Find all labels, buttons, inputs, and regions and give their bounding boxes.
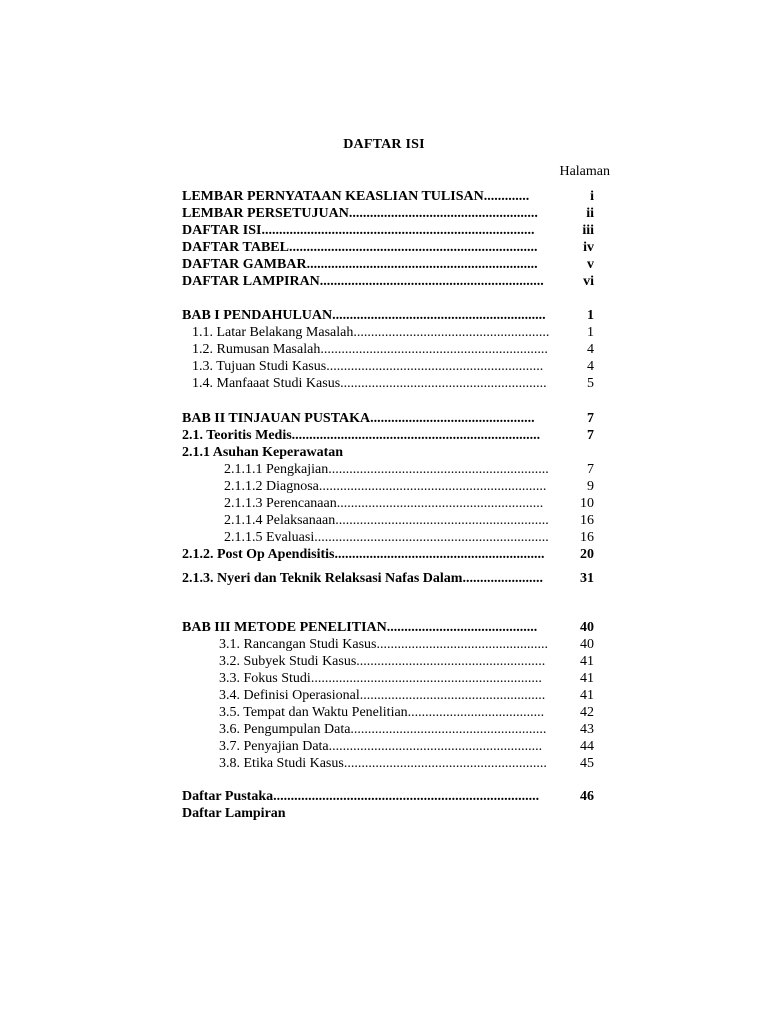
toc-entry-label: 3.8. Etika Studi Kasus	[219, 756, 344, 771]
toc-entry	[224, 512, 594, 529]
toc-entry	[182, 805, 286, 822]
toc-entry	[219, 704, 594, 721]
page-title: DAFTAR ISI	[343, 137, 425, 152]
toc-entry-leader: .......................................	[407, 705, 545, 720]
page-column-header: Halaman	[559, 164, 610, 179]
toc-entry	[182, 205, 594, 222]
toc-entry-label: BAB II TINJAUAN PUSTAKA	[182, 411, 371, 426]
toc-entry-leader: .......................	[462, 571, 543, 586]
toc-entry-label: 2.1.2. Post Op Apendisitis	[182, 547, 335, 562]
toc-entry	[219, 636, 594, 653]
toc-entry-leader: ......................................................	[348, 206, 538, 221]
toc-entry	[182, 273, 594, 290]
toc-entry-label: 2.1.1.1 Pengkajian	[224, 462, 329, 477]
toc-entry-page: 41	[580, 654, 594, 669]
toc-entry-label: 2.1.1.5 Evaluasi.	[224, 530, 318, 545]
toc-entry-page: 1	[587, 308, 594, 323]
toc-entry-label: BAB III METODE PENELITIAN	[182, 620, 387, 635]
toc-entry-label: BAB I PENDAHULUAN	[182, 308, 333, 323]
toc-entry	[224, 495, 594, 512]
toc-entry-leader: ...............................................................	[328, 462, 549, 477]
toc-entry-leader: .............................................................	[332, 308, 546, 323]
toc-entry-leader: ................................................................	[319, 274, 544, 289]
toc-entry	[182, 444, 343, 461]
toc-entry	[182, 239, 594, 256]
toc-entry-label: LEMBAR PERNYATAAN KEASLIAN TULISAN	[182, 189, 484, 204]
toc-entry-label: DAFTAR LAMPIRAN	[182, 274, 320, 289]
toc-entry	[182, 188, 594, 205]
toc-entry-page: 45	[580, 756, 594, 771]
toc-entry	[182, 619, 594, 636]
toc-entry-leader: ..................................................................	[306, 257, 538, 272]
toc-entry-page: 16	[580, 513, 594, 528]
toc-entry-label: 1.4. Manfaaat Studi Kasus	[192, 376, 341, 391]
toc-entry-page: 16	[580, 530, 594, 545]
toc-entry-leader: ...............................................	[370, 411, 535, 426]
toc-entry	[182, 256, 594, 273]
toc-entry	[182, 570, 594, 587]
toc-entry	[182, 410, 594, 427]
toc-entry	[182, 307, 594, 324]
toc-entry-page: 31	[580, 571, 594, 586]
toc-entry-page: 7	[587, 462, 594, 477]
toc-entry	[219, 653, 594, 670]
toc-entry-label: Daftar Pustaka	[182, 789, 274, 804]
toc-entry-label: 3.1. Rancangan Studi Kasus	[219, 637, 377, 652]
toc-entry-leader: ............................................................	[338, 513, 549, 528]
toc-entry-page: 41	[580, 671, 594, 686]
toc-entry-leader: ........................................................	[350, 722, 547, 737]
toc-entry-leader: ..................................................................	[310, 671, 542, 686]
toc-entry	[182, 546, 594, 563]
toc-entry-label: 2.1. Teoritis Medis	[182, 428, 292, 443]
toc-entry-label: 3.3. Fokus Studi	[219, 671, 311, 686]
toc-entry-label: 3.6. Pengumpulan Data	[219, 722, 351, 737]
toc-entry-label: 1.3. Tujuan Studi Kasus	[192, 359, 327, 374]
toc-entry-label: 2.1.1 Asuhan Keperawatan	[182, 445, 344, 460]
toc-entry-page: 9	[587, 479, 594, 494]
toc-entry	[182, 788, 594, 805]
toc-entry-page: 20	[580, 547, 594, 562]
toc-entry-page: vi	[583, 274, 594, 289]
toc-entry-label: 2.1.1.4 Pelaksanaan.	[224, 513, 339, 528]
toc-entry-label: 2.1.1.2 Diagnosa.	[224, 479, 323, 494]
toc-entry-page: ii	[586, 206, 594, 221]
toc-entry	[219, 738, 594, 755]
toc-entry-label: 2.1.3. Nyeri dan Teknik Relaksasi Nafas Dalam	[182, 571, 463, 586]
toc-entry-leader: ................................................................	[322, 479, 547, 494]
toc-entry-page: 4	[587, 359, 594, 374]
toc-entry-leader: .....................................................	[359, 688, 546, 703]
toc-entry	[219, 687, 594, 704]
toc-entry-leader: ............................................................................	[273, 789, 540, 804]
toc-entry-page: 43	[580, 722, 594, 737]
toc-entry-page: iii	[582, 223, 594, 238]
toc-entry	[219, 670, 594, 687]
toc-entry-page: iv	[583, 240, 594, 255]
toc-entry-leader: .......................................................................	[288, 240, 538, 255]
toc-entry-label: DAFTAR GAMBAR	[182, 257, 307, 272]
toc-entry	[224, 529, 594, 546]
toc-entry-label: 1.1. Latar Belakang Masalah	[192, 325, 354, 340]
toc-entry-leader: .............	[483, 189, 530, 204]
toc-entry-page: 40	[580, 620, 594, 635]
toc-entry-leader: .................................................................	[320, 342, 548, 357]
toc-entry-label: DAFTAR ISI	[182, 223, 262, 238]
toc-entry-label: 3.2. Subyek Studi Kasus	[219, 654, 357, 669]
toc-entry-page: 44	[580, 739, 594, 754]
toc-entry	[192, 375, 594, 392]
toc-entry-leader: .................................................	[376, 637, 548, 652]
toc-entry-leader: ...........................................................	[340, 376, 547, 391]
toc-entry-leader: ...........................................	[386, 620, 538, 635]
toc-entry-label: 3.5. Tempat dan Waktu Penelitian	[219, 705, 408, 720]
toc-entry-page: 7	[587, 411, 594, 426]
toc-entry-leader: ..............................................................................	[261, 223, 535, 238]
toc-entry-page: 46	[580, 789, 594, 804]
toc-entry-leader: .............................................................	[328, 739, 543, 754]
toc-entry-label: 3.7. Penyajian Data	[219, 739, 329, 754]
toc-entry-page: 42	[580, 705, 594, 720]
toc-entry-leader: ..........................................................	[343, 756, 547, 771]
toc-entry-leader: ........................................................	[353, 325, 550, 340]
toc-entry-page: 40	[580, 637, 594, 652]
toc-entry-page: 5	[587, 376, 594, 391]
toc-entry-page: 1	[587, 325, 594, 340]
toc-entry-leader: ..............................................................	[326, 359, 544, 374]
toc-entry	[224, 478, 594, 495]
toc-entry-leader: ..................................................................	[317, 530, 549, 545]
toc-entry	[182, 222, 594, 239]
toc-entry-label: 3.4. Definisi Operasional	[219, 688, 360, 703]
toc-entry-label: 1.2. Rumusan Masalah	[192, 342, 321, 357]
toc-entry-page: 4	[587, 342, 594, 357]
toc-entry	[219, 721, 594, 738]
toc-entry-page: v	[587, 257, 594, 272]
toc-entry-leader: .......................................................................	[291, 428, 541, 443]
toc-entry	[219, 755, 594, 772]
toc-entry	[224, 461, 594, 478]
toc-entry-page: 10	[580, 496, 594, 511]
toc-entry-label: 2.1.1.3 Perencanaan.	[224, 496, 341, 511]
toc-entry-label: Daftar Lampiran	[182, 806, 286, 821]
toc-entry	[182, 427, 594, 444]
toc-entry-leader: ............................................................	[334, 547, 545, 562]
toc-entry-page: 7	[587, 428, 594, 443]
toc-entry-page: 41	[580, 688, 594, 703]
toc-entry	[192, 341, 594, 358]
toc-entry-leader: ......................................................	[356, 654, 546, 669]
toc-entry-leader: ..........................................................	[340, 496, 544, 511]
toc-entry	[192, 324, 594, 341]
toc-entry-label: DAFTAR TABEL	[182, 240, 289, 255]
toc-entry-label: LEMBAR PERSETUJUAN	[182, 206, 349, 221]
toc-entry-page: i	[590, 189, 594, 204]
toc-entry	[192, 358, 594, 375]
